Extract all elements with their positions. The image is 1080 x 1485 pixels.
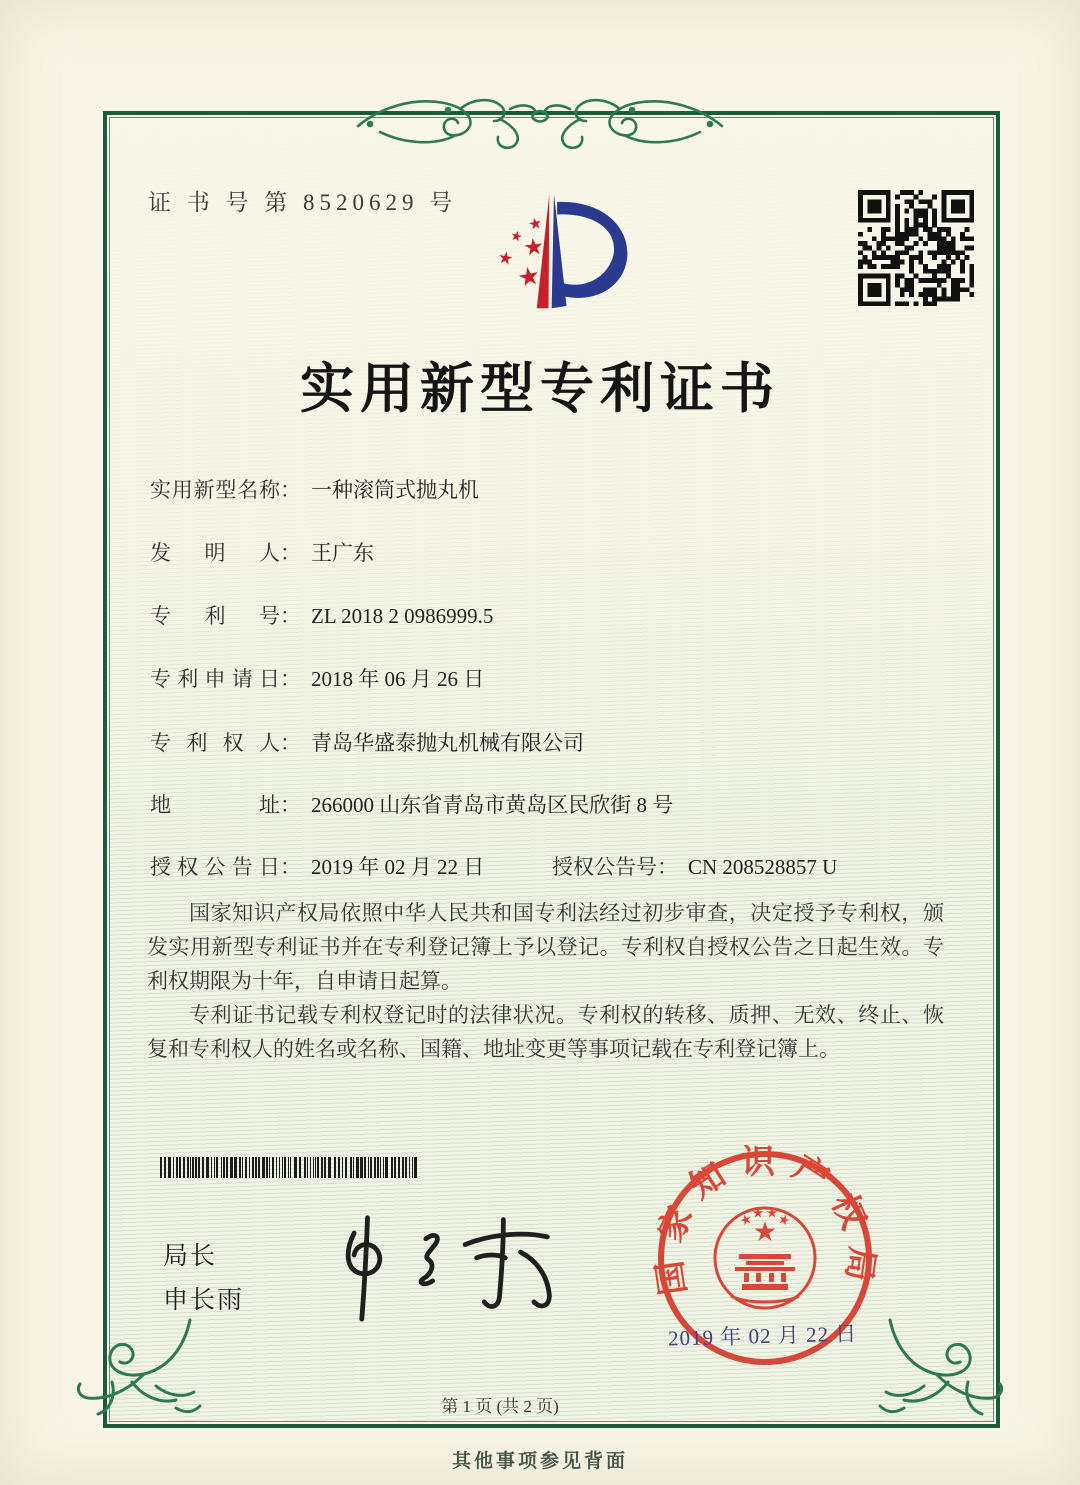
colon: ： [657,855,678,879]
field-value: 青岛华盛泰抛丸机械有限公司 [311,731,584,755]
field-value: 266000 山东省青岛市黄岛区民欣街 8 号 [311,793,674,817]
colon: ： [280,731,301,755]
page-number: 第 1 页 (共 2 页) [441,1397,559,1416]
colon: ： [280,855,301,879]
legal-text-block [147,896,944,1066]
field-value: 2018 年 06 月 26 日 [311,667,485,691]
field-value: CN 208528857 U [688,855,838,879]
field-value: 王广东 [311,541,374,565]
colon: ： [280,541,301,565]
seal-date: 2019 年 02 月 22 日 [667,1321,858,1351]
field-inventor [150,537,374,567]
legal-paragraph-1: 国家知识产权局依照中华人民共和国专利法经过初步审查，决定授予专利权，颁发实用新型专利证书并在专利登记簿上予以登记。专利权自授权公告之日起生效。专利权期限为十年，自申请日起算。 [147,901,944,993]
director-signature [325,1212,565,1322]
field-label: 实 用 新 型 名 称 [150,478,280,502]
colon: ： [280,793,301,817]
cnipa-logo-icon [468,176,640,328]
field-value: 2019 年 02 月 22 日 [311,855,485,879]
certificate-title: 实用新型专利证书 [300,359,780,419]
field-label: 发 明 人 [150,541,280,565]
field-label: 专 利 权 人 [150,731,280,755]
field-label: 授权公告号 [552,855,657,879]
director-name: 申长雨 [163,1286,245,1314]
field-filing-date [150,663,484,693]
barcode [160,1157,423,1178]
seal-agency-text: 国家知识产权局 [650,1145,880,1298]
certificate-number: 证 书 号 第 8520629 号 [148,190,458,215]
national-emblem-icon [715,1208,815,1309]
qr-code [858,190,974,306]
field-label: 授 权 公 告 日 [150,855,280,879]
field-address [150,789,673,819]
back-side-note: 其他事项参见背面 [451,1451,628,1472]
director-title: 局长 [163,1242,218,1270]
colon: ： [280,478,301,502]
field-patentee [150,727,584,757]
legal-paragraph-2: 专利证书记载专利权登记时的法律状况。专利权的转移、质押、无效、终止、恢复和专利权人的姓名或名称、国籍、地址变更等事项记载在专利登记簿上。 [147,1003,944,1061]
colon: ： [280,604,301,628]
field-grant-date [150,851,484,881]
field-label: 地 址 [150,793,280,817]
field-label: 专 利 申 请 日 [150,667,280,691]
field-value: 一种滚筒式抛丸机 [311,478,479,502]
field-label: 专 利 号 [150,604,280,628]
field-patent-number [150,600,493,630]
field-grant-publication-number [552,851,837,881]
colon: ： [280,667,301,691]
field-utility-model-name [150,474,479,504]
dragon-ornament-top [350,80,730,166]
field-value: ZL 2018 2 0986999.5 [311,604,494,628]
